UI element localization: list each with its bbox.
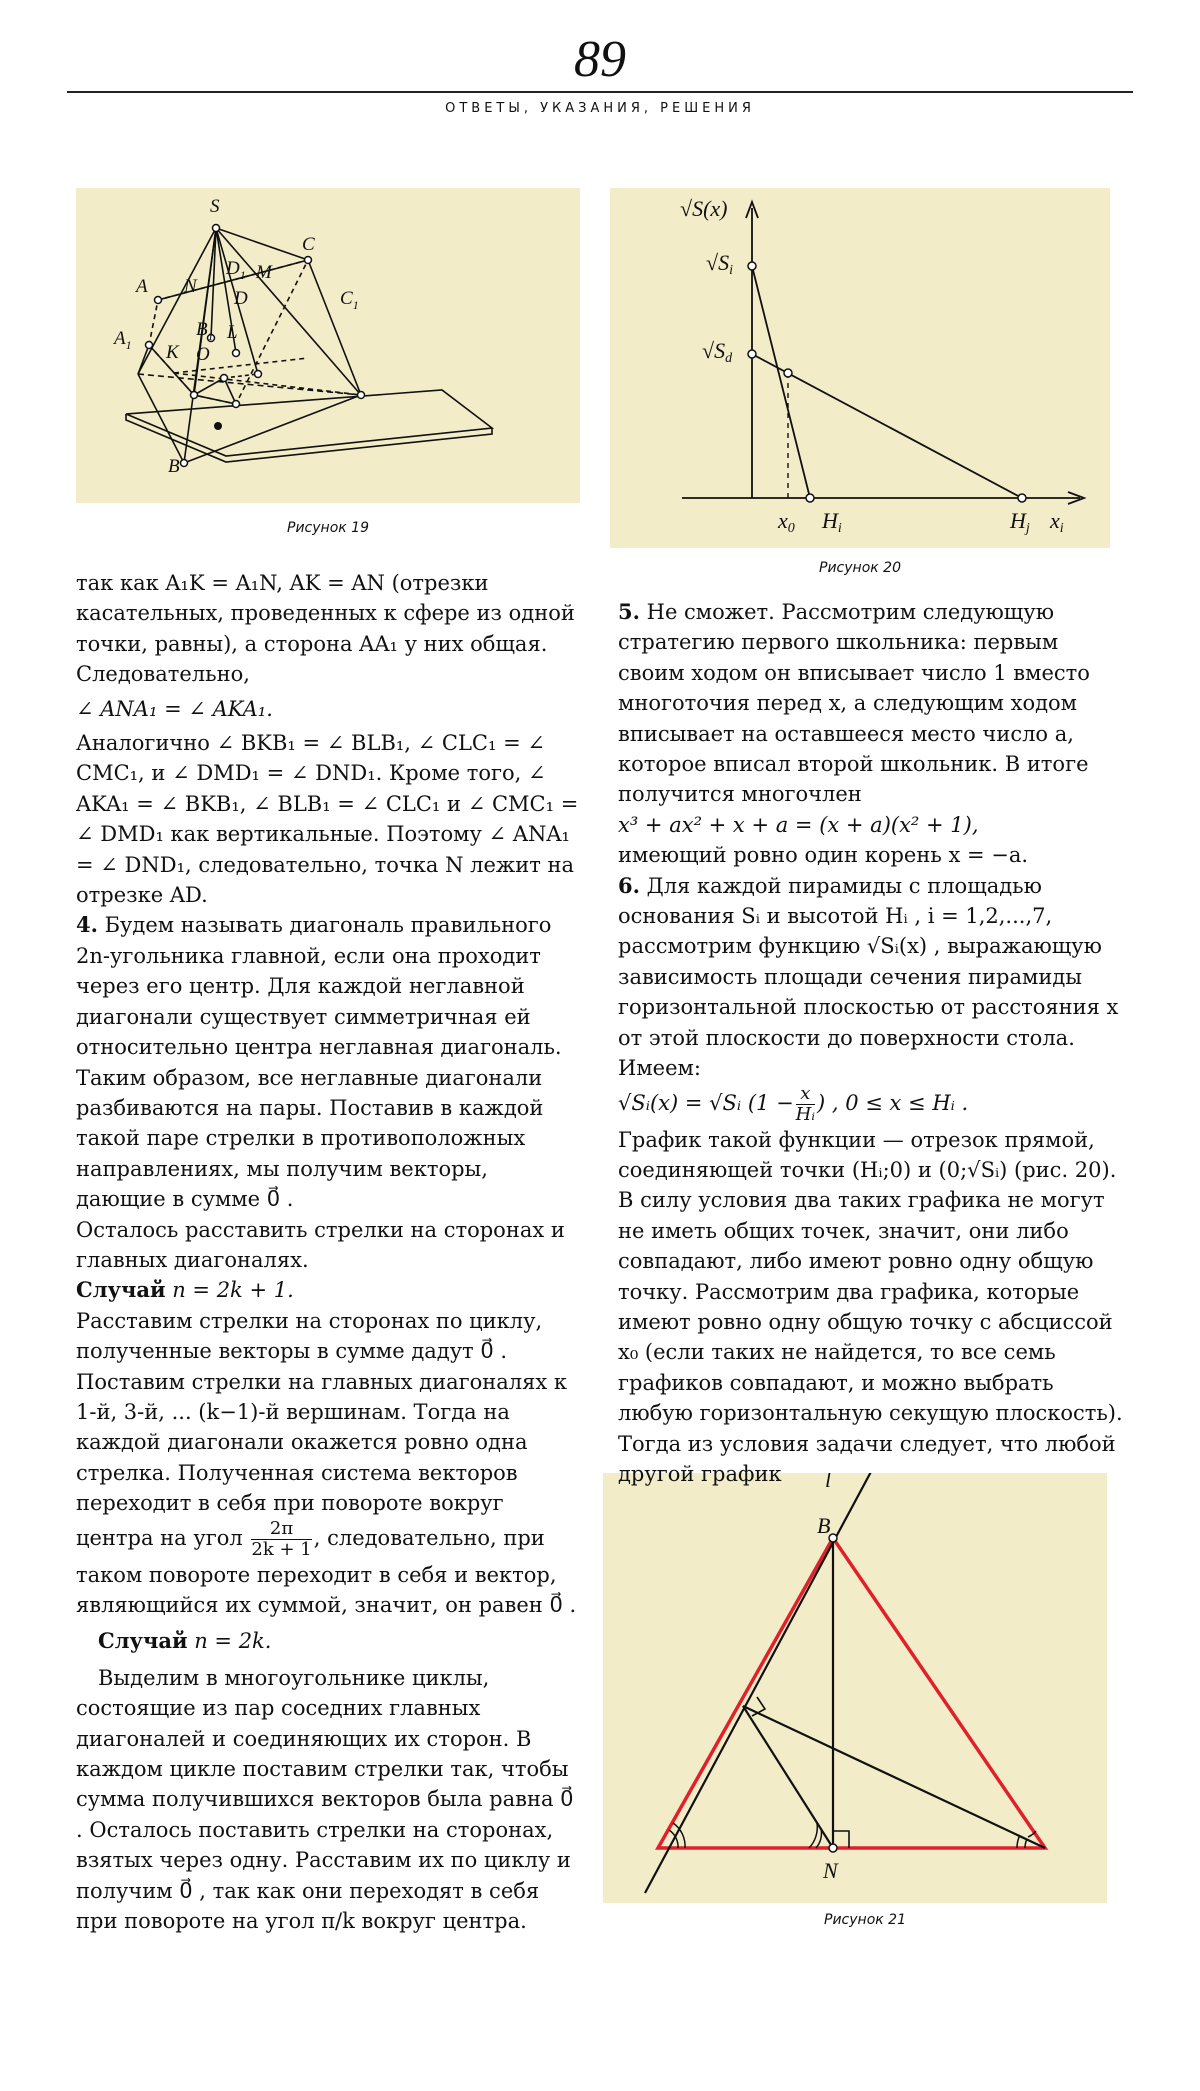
right-p5-formula: x³ + ax² + x + a = (x + a)(x² + 1),: [618, 812, 979, 837]
figure-20-caption: Рисунок 20: [819, 560, 901, 576]
case1-label: Случай: [76, 1277, 166, 1303]
figure-20-graph: [610, 188, 1110, 548]
header-rule: [67, 91, 1133, 93]
figure-19: [76, 188, 580, 503]
fig19-label-o: O: [196, 344, 210, 365]
fig19-label-a: A: [136, 276, 148, 297]
left-column: [76, 568, 581, 1936]
figure-20: [610, 188, 1110, 548]
right-p7: График такой функции — отрезок прямой, соединяющей точки (Hᵢ;0) и (0;√Sᵢ) (рис. 20). В силу условия два таких графика не могут не иметь общих точек, значит, они либо совпадают, либо имеют ровно одну общую точку. Рассмотрим два графика, которые имеют ровно одну общую точку с абсциссой x₀ (если таких не найдется, то все семь графиков совпадают, и можно выбрать любую горизонтальную секущую плоскость). Тогда из условия задачи следует, что любой другой график: [618, 1127, 1123, 1486]
right-p5-number: 5.: [618, 599, 640, 624]
fig21-label-l: l: [825, 1473, 832, 1492]
fig19-label-n: N: [184, 276, 197, 297]
right-column: [618, 597, 1128, 1489]
fig20-label-hj: Hj: [1010, 508, 1030, 536]
fig19-label-s: S: [210, 196, 220, 217]
fig19-label-m: M: [256, 262, 272, 283]
right-main-formula: √Sᵢ(x) = √Sᵢ (1 − $\frac{x}{\text{Hᵢ}}$ ) , 0 ≤ x ≤ Hᵢ .: [618, 1082, 969, 1125]
case2-label: Случай: [98, 1628, 188, 1654]
fig19-label-d1: $D_1$: [226, 258, 246, 282]
left-p6: Расставим стрелки на сторонах по циклу, полученные векторы в сумме дадут 0⃗ .: [76, 1308, 543, 1364]
case1-expr: n = 2k + 1.: [172, 1278, 294, 1303]
fig19-label-b: B: [168, 456, 180, 477]
right-p6-number: 6.: [618, 872, 640, 898]
left-p5: Осталось расставить стрелки на сторонах и главных диагоналях.: [76, 1217, 565, 1272]
case2-expr: n = 2k.: [194, 1629, 272, 1654]
fig20-label-hi: Hi: [822, 508, 842, 536]
fig20-y-axis-label: √S(x): [680, 196, 728, 221]
right-p5-end: имеющий ровно один корень x = −a.: [618, 843, 1029, 868]
figure-21-triangle: [603, 1473, 1107, 1903]
fig19-label-c1: $C_1$: [340, 288, 359, 312]
left-p4: Будем называть диагональ правильного 2n-угольника главной, если она проходит через его центр. Для каждой неглавной диагонали существует симметричная ей относительно центра неглавная диагональ. Таким образом, все неглавные диагонали разбиваются на пары. Поставив в каждой такой паре стрелки в противоположных направлениях, мы получим векторы, дающие в сумме 0⃗ .: [76, 913, 562, 1212]
left-p8: Выделим в многоугольнике циклы, состоящие из пар соседних главных диагоналей и соединяющих их сторон. В каждом цикле поставим стрелки так, чтобы сумма получившихся векторов была равна 0⃗ . Осталось поставить стрелки на сторонах, взятых через одну. Расставим их по циклу и получим 0⃗ , так как они переходят в себя при повороте на угол π/k вокруг центра.: [76, 1665, 574, 1934]
fig20-label-x0: x0: [778, 508, 795, 536]
right-p6: Для каждой пирамиды с площадью основания Sᵢ и высотой Hᵢ , i = 1,2,...,7, рассмотрим функцию √Sᵢ(x) , выражающую зависимость площади сечения пирамиды горизонтальной плоскостью от расстояния x от этой плоскости до поверхности стола. Имеем:: [618, 873, 1119, 1081]
fig20-label-xi: xi: [1050, 508, 1064, 536]
right-p5: Не сможет. Рассмотрим следующую стратегию первого школьника: первым своим ходом он вписывает число 1 вместо многоточия перед x, а следующим ходом вписывает на оставшееся место число a, которое вписал второй школьник. В итоге получится многочлен: [618, 600, 1090, 807]
left-p7-fraction: $\frac{2\pi}{2k + 1}$: [251, 1517, 312, 1560]
figure-19-pyramid: [76, 188, 580, 503]
fig19-label-c: C: [302, 234, 315, 255]
fig19-label-l: L: [227, 322, 238, 343]
figure-21-caption: Рисунок 21: [824, 1912, 906, 1928]
fig20-label-si: √Si: [706, 250, 733, 278]
fig21-label-b: B: [817, 1513, 831, 1538]
left-p3: Аналогично ∠ BKB₁ = ∠ BLB₁, ∠ CLC₁ = ∠ CMC₁, и ∠ DMD₁ = ∠ DND₁. Кроме того, ∠ AKA₁ = ∠ BKB₁, ∠ BLB₁ = ∠ CLC₁ и ∠ CMC₁ = ∠ DMD₁ как вертикальные. Поэтому ∠ ANA₁ = ∠ DND₁, следовательно, точка N лежит на отрезке AD.: [76, 731, 579, 908]
running-head: ОТВЕТЫ, УКАЗАНИЯ, РЕШЕНИЯ: [445, 101, 755, 116]
left-p7a: Поставим стрелки на главных диагоналях к 1-й, 3-й, ... (k−1)-й вершинам. Тогда на каждой диагонали окажется ровно одна стрелка. Полученная система векторов переходит в себя при повороте вокруг центра на угол: [76, 1369, 568, 1550]
fig20-label-sd: √Sd: [702, 338, 733, 366]
left-p1: так как A₁K = A₁N, AK = AN (отрезки касательных, проведенных к сфере из одной точки, равны), а сторона AA₁ у них общая. Следовательно,: [76, 571, 575, 687]
page-number: 89: [574, 31, 626, 88]
fig19-label-b1: $B_1$: [196, 319, 214, 343]
figure-19-caption: Рисунок 19: [287, 520, 369, 536]
fig19-label-d: D: [234, 288, 248, 309]
left-p7b: , следовательно, при таком повороте переходит в себя и вектор, являющийся их суммой, значит, он равен 0⃗ .: [76, 1525, 577, 1617]
figure-21: [603, 1473, 1107, 1903]
left-p4-number: 4.: [76, 912, 98, 938]
fig19-label-a1: $A_1$: [114, 328, 132, 352]
left-p2: ∠ ANA₁ = ∠ AKA₁.: [76, 696, 273, 721]
fig21-red-triangle: [658, 1538, 1045, 1848]
fig21-label-n: N: [823, 1858, 838, 1883]
fig19-label-k: K: [166, 342, 179, 363]
